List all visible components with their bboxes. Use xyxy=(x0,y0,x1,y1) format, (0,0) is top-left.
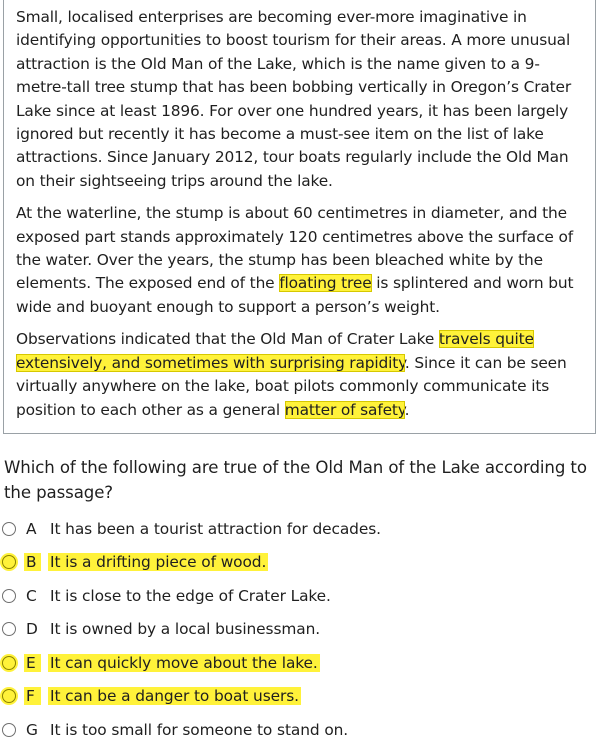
option-letter: B xyxy=(24,553,41,571)
radio-button-icon[interactable] xyxy=(2,723,16,737)
highlight-floating-tree: floating tree xyxy=(279,274,372,293)
paragraph-3-text-b: . Since it can be seen virtually anywhere on the lake, boat pilots commonly communicate its position to each other as a general xyxy=(16,353,567,419)
option-letter: C xyxy=(26,586,37,605)
radio-button-icon[interactable] xyxy=(2,589,16,603)
radio-button-icon[interactable] xyxy=(2,656,16,670)
option-b[interactable] xyxy=(0,546,600,580)
paragraph-2-text-b: is splintered and worn but wide and buoyant enough to support a person’s weight. xyxy=(16,274,574,316)
option-text: It is too small for someone to stand on. xyxy=(50,720,349,739)
paragraph-3-text-c: . xyxy=(404,400,410,419)
option-e[interactable] xyxy=(0,646,600,680)
option-text: It is close to the edge of Crater Lake. xyxy=(50,586,331,605)
radio-button-icon[interactable] xyxy=(2,555,16,569)
option-letter: G xyxy=(26,720,38,739)
option-g[interactable] xyxy=(0,713,600,747)
paragraph-3-text-a: Observations indicated that the Old Man of Crater Lake xyxy=(16,330,439,349)
passage-paragraph-2 xyxy=(16,202,585,319)
passage-paragraph-3 xyxy=(16,328,585,422)
radio-button-icon[interactable] xyxy=(2,622,16,636)
option-d[interactable] xyxy=(0,613,600,647)
radio-button-icon[interactable] xyxy=(2,689,16,703)
question-text: Which of the following are true of the Old Man of the Lake according to the passage? xyxy=(4,458,587,502)
option-text: It can quickly move about the lake. xyxy=(50,653,318,672)
option-text: It is a drifting piece of wood. xyxy=(50,553,267,572)
radio-button-icon[interactable] xyxy=(2,522,16,536)
option-c[interactable] xyxy=(0,579,600,613)
answer-options xyxy=(0,512,600,747)
option-a[interactable] xyxy=(0,512,600,546)
option-letter: F xyxy=(24,687,41,705)
highlight-matter-of-safety: matter of safety xyxy=(284,400,405,419)
option-letter: A xyxy=(26,519,37,538)
option-letter: E xyxy=(24,654,41,672)
option-text: It has been a tourist attraction for decades. xyxy=(50,519,381,538)
highlight-travels-extensively: travels quite extensively, and sometimes with surprising rapidity xyxy=(16,330,534,372)
option-letter: D xyxy=(26,620,38,639)
option-f[interactable] xyxy=(0,680,600,714)
option-text: It is owned by a local businessman. xyxy=(50,620,321,639)
option-text: It can be a danger to boat users. xyxy=(50,687,299,706)
paragraph-1-text: Small, localised enterprises are becoming ever-more imaginative in identifying opportunities to boost tourism for their areas. A more unusual attraction is the Old Man of the Lake, which is the name given to a 9-metre-tall tree stump that has been bobbing vertically in Oregon’s Crater Lake since at least 1896. For over one hundred years, it has been largely ignored but recently it has become a must-see item on the list of lake attractions. Since January 2012, tour boats regularly include the Old Man on their sightseeing trips around the lake. xyxy=(16,8,572,190)
passage-box xyxy=(3,0,596,434)
passage-paragraph-1 xyxy=(16,6,585,193)
paragraph-2-text-a: At the waterline, the stump is about 60 centimetres in diameter, and the exposed part stands approximately 120 centimetres above the surface of the water. Over the years, the stump has been bleached white by the elements. The exposed end of the xyxy=(16,204,573,293)
